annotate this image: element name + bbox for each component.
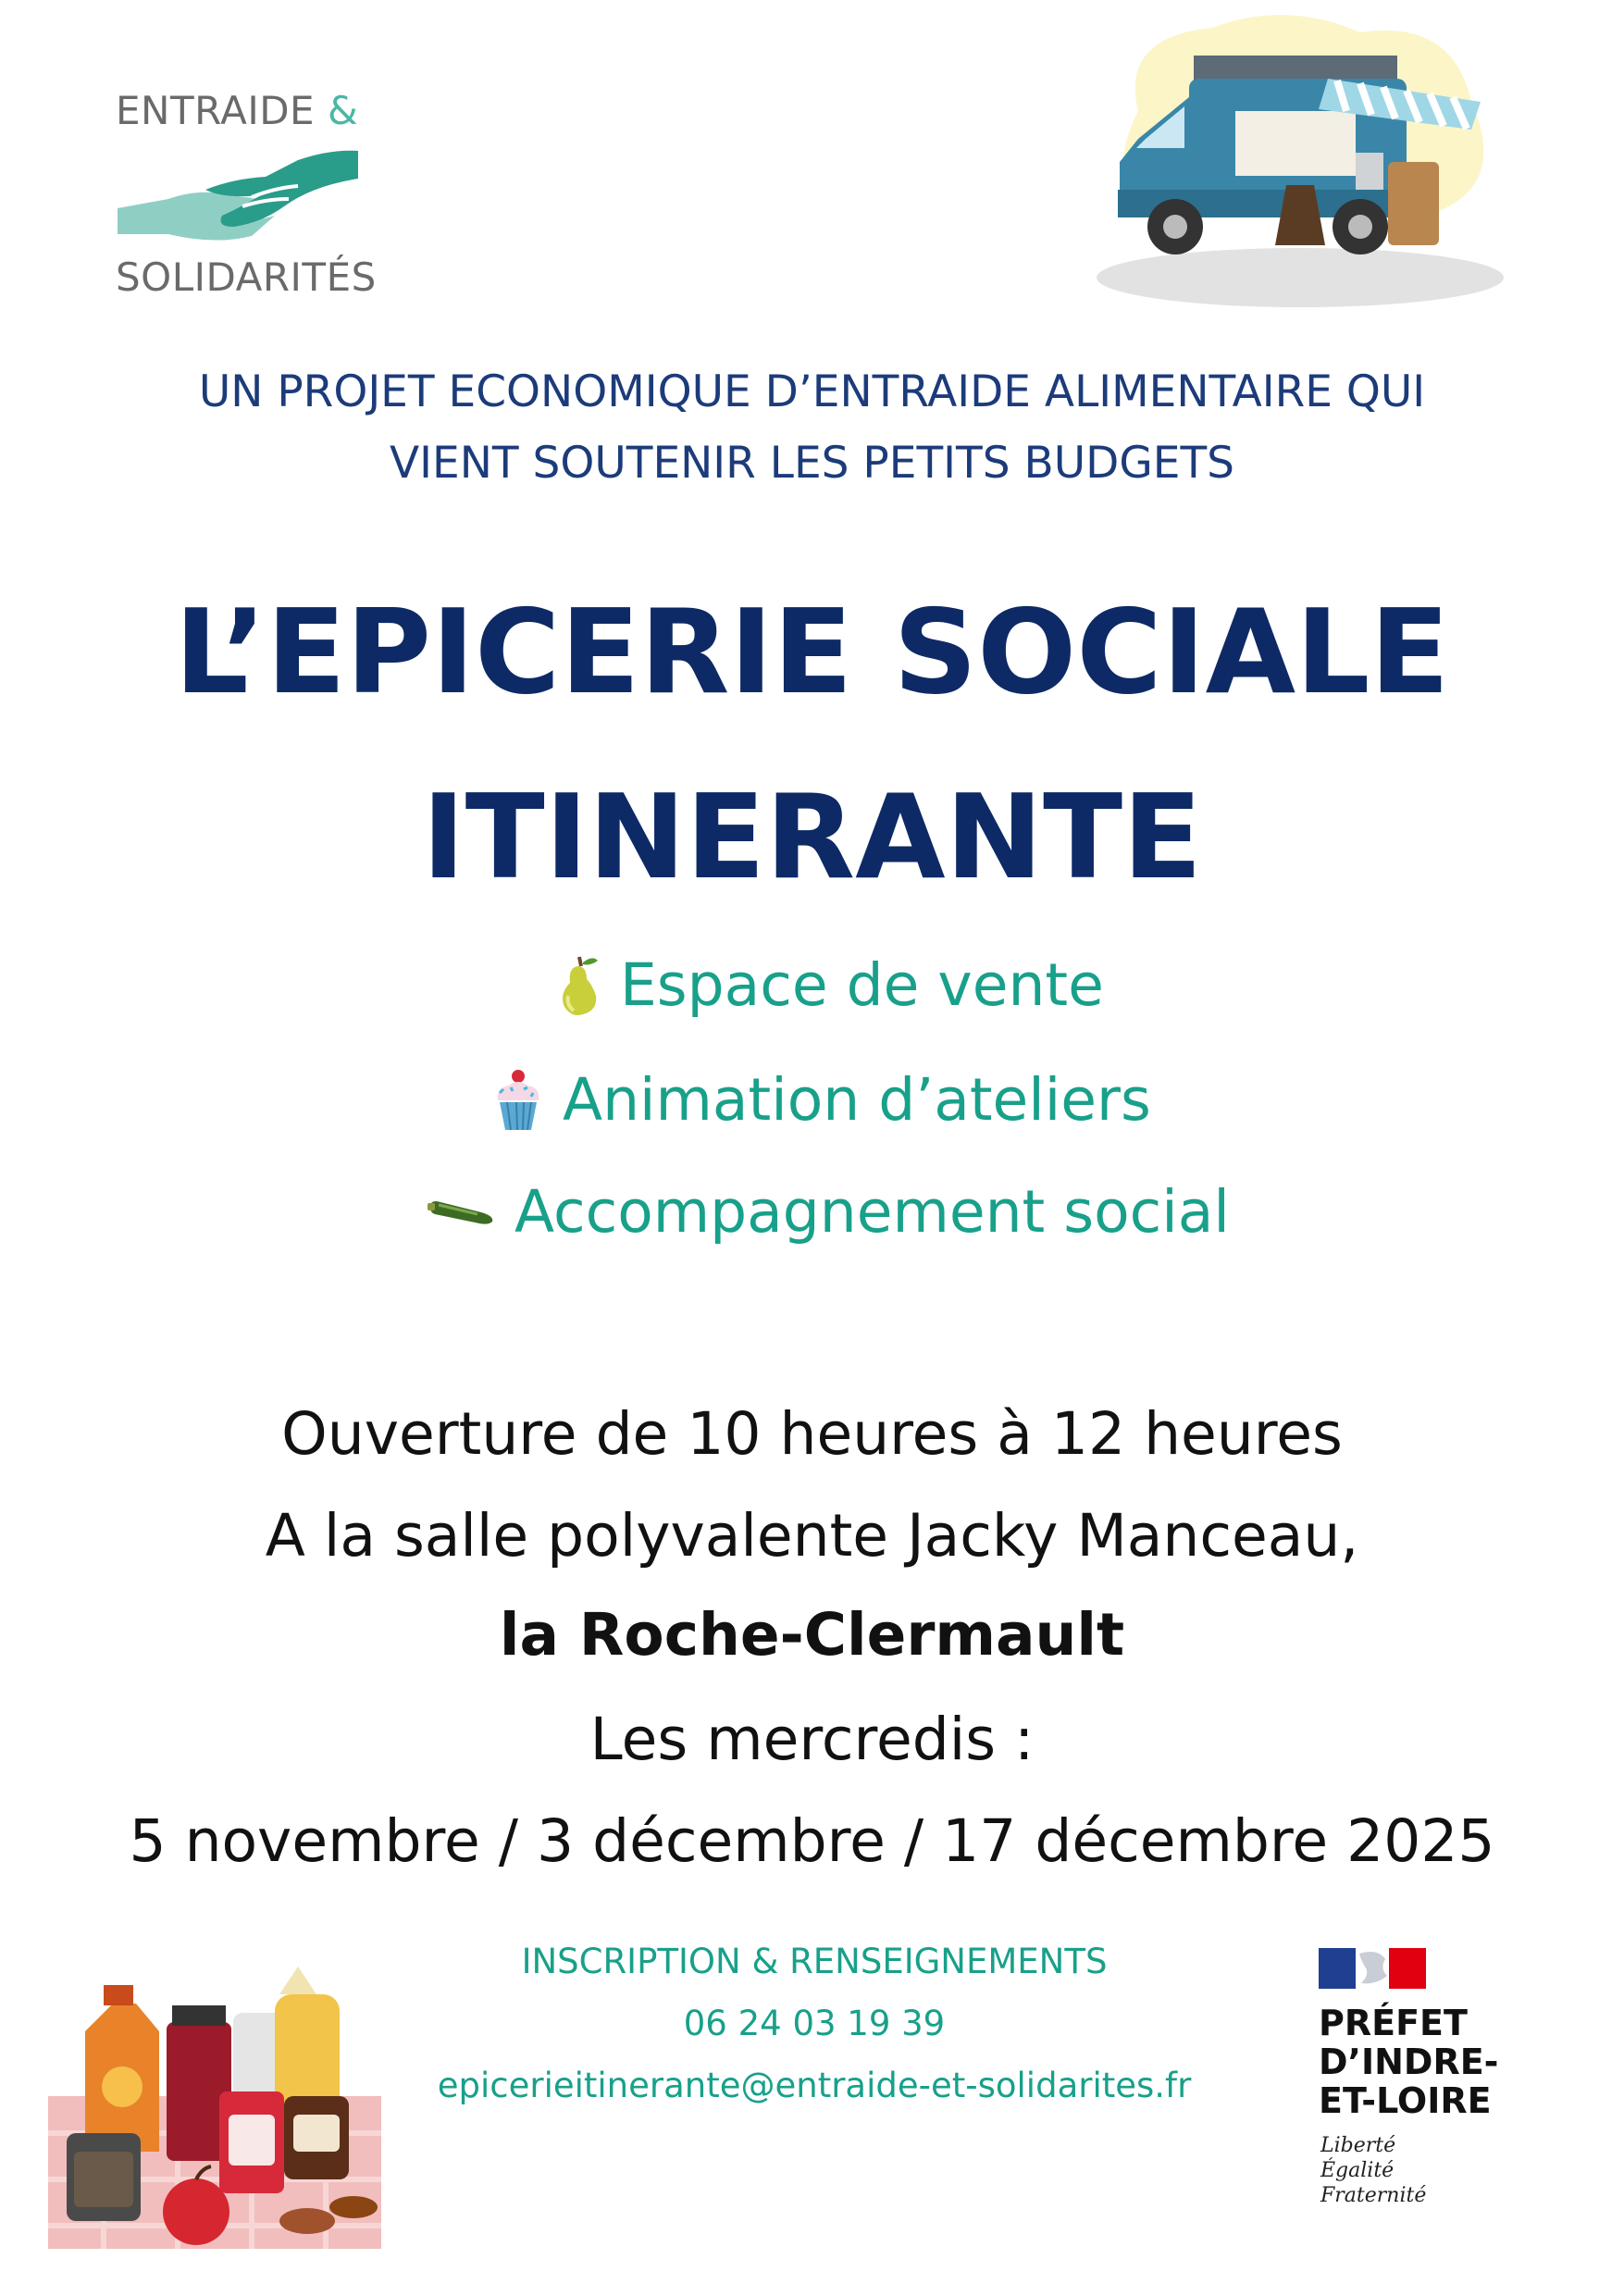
opening-hours: Ouverture de 10 heures à 12 heures: [281, 1400, 1343, 1468]
contact-email[interactable]: epicerieitinerante@entraide-et-solidarites.fr: [437, 2066, 1192, 2105]
hands-icon: [113, 142, 363, 248]
subtitle-line2: VIENT SOUTENIR LES PETITS BUDGETS: [389, 438, 1234, 489]
feature-espace-de-vente: [555, 944, 1104, 1027]
prefet-line3: ET-LOIRE: [1319, 2080, 1492, 2121]
subtitle-line1: UN PROJET ECONOMIQUE D’ENTRAIDE ALIMENTAIRE QUI: [198, 366, 1426, 417]
prefet-line1: PRÉFET: [1319, 2003, 1468, 2043]
prefet-line2: D’INDRE-: [1319, 2042, 1499, 2082]
feature-label: Espace de vente: [620, 951, 1104, 1019]
dates: 5 novembre / 3 décembre / 17 décembre 2025: [129, 1807, 1495, 1875]
zucchini-icon: [426, 1194, 498, 1231]
feature-label: Accompagnement social: [514, 1178, 1230, 1246]
contact-heading: INSCRIPTION & RENSEIGNEMENTS: [521, 1942, 1108, 1981]
entraide-solidarites-logo: [111, 88, 379, 310]
food-truck-illustration: [1083, 0, 1518, 319]
motto-liberte: Liberté: [1320, 2134, 1396, 2157]
page-title-line2: ITINERANTE: [421, 769, 1203, 905]
feature-label: Animation d’ateliers: [563, 1066, 1151, 1134]
logo-line1: ENTRAIDE &: [116, 88, 359, 133]
groceries-illustration: [48, 1957, 381, 2249]
motto-egalite: Égalité: [1320, 2159, 1395, 2182]
pear-icon: [555, 953, 603, 1018]
venue: A la salle polyvalente Jacky Manceau,: [265, 1502, 1359, 1570]
town: la Roche-Clermault: [499, 1601, 1125, 1669]
days-label: Les mercredis :: [589, 1706, 1035, 1773]
logo-line2: SOLIDARITÉS: [116, 254, 377, 300]
cupcake-icon: [490, 1067, 546, 1134]
motto-fraternite: Fraternité: [1320, 2184, 1427, 2207]
contact-phone[interactable]: 06 24 03 19 39: [683, 2004, 946, 2043]
feature-accompagnement-social: [426, 1171, 1230, 1254]
feature-animation-ateliers: [490, 1059, 1151, 1142]
logo-ampersand: &: [327, 88, 359, 133]
page-title-line1: L’EPICERIE SOCIALE: [174, 584, 1450, 720]
marianne-flag-icon: [1319, 1948, 1426, 1989]
prefet-logo: [1319, 1948, 1541, 2216]
